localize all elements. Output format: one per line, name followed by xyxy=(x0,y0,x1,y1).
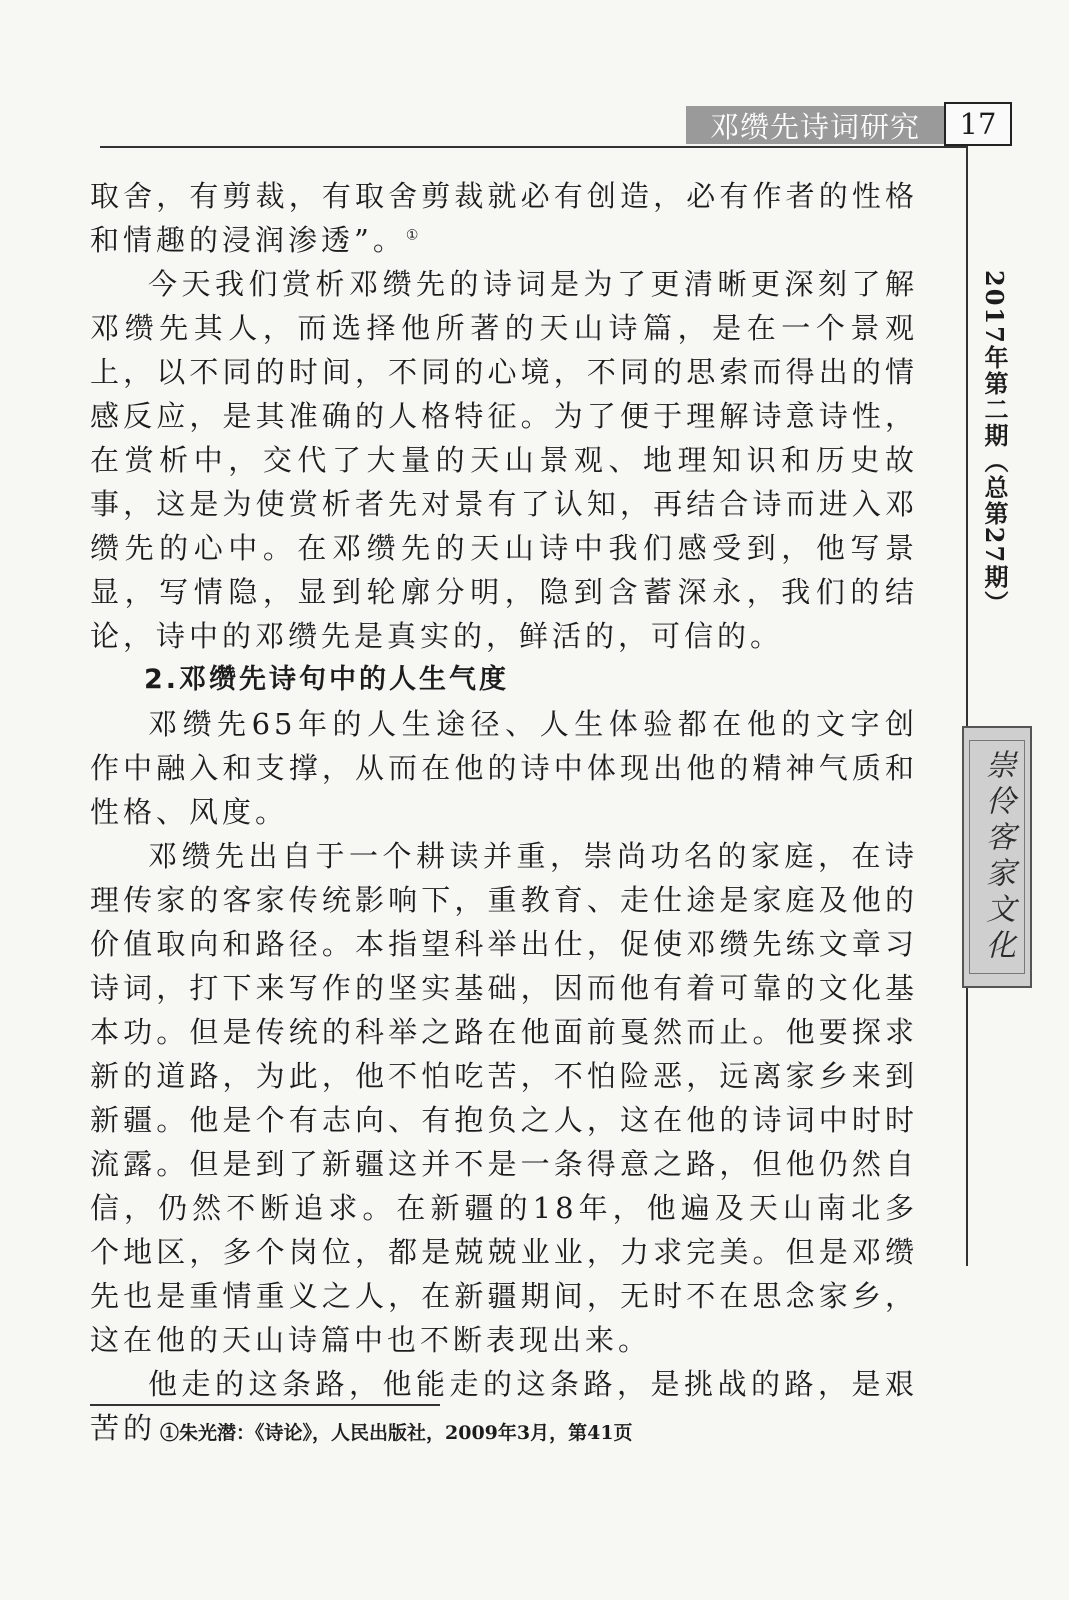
header-rule xyxy=(100,146,968,148)
header-title-tab xyxy=(686,106,944,144)
paragraph-5: 他走的这条路，他能走的这条路，是挑战的路，是艰苦的 xyxy=(90,1367,918,1445)
issue-label: 2017年第二期（总第27期） xyxy=(980,270,1009,617)
journal-logo-text: 崇伶客家文化 xyxy=(980,749,1015,965)
journal-logo-frame xyxy=(969,740,1025,974)
paragraph-1 xyxy=(90,174,918,262)
paragraph-3: 邓缵先65年的人生途径、人生体验都在他的文字创作中融入和支撑，从而在他的诗中体现出他的精神气质和性格、风度。 xyxy=(90,707,918,829)
article-body xyxy=(90,174,918,1450)
section-heading: 2.邓缵先诗句中的人生气度 xyxy=(144,664,510,695)
footnote-marker: ① xyxy=(405,227,423,244)
page-number: 17 xyxy=(959,107,997,141)
footnote: ①朱光潜：《诗论》，人民出版社，2009年3月，第41页 xyxy=(160,1422,633,1444)
journal-logo xyxy=(962,726,1032,988)
paragraph-4: 邓缵先出自于一个耕读并重，崇尚功名的家庭，在诗理传家的客家传统影响下，重教育、走仕途是家庭及他的价值取向和路径。本指望科举出仕，促使邓缵先练文章习诗词，打下来写作的坚实基础，因而他有着可靠的文化基本功。但是传统的科举之路在他面前戛然而止。他要探求新的道路，为此，他不怕吃苦，不怕险恶，远离家乡来到新疆。他是个有志向、有抱负之人，这在他的诗词中时时流露。但是到了新疆这并不是一条得意之路，但他仍然自信，仍然不断追求。在新疆的18年，他遍及天山南北多个地区，多个岗位，都是兢兢业业，力求完美。但是邓缵先也是重情重义之人，在新疆期间，无时不在思念家乡，这在他的天山诗篇中也不断表现出来。 xyxy=(90,839,918,1357)
page-number-box xyxy=(944,102,1012,146)
paragraph-1-text: 取舍，有剪裁，有取舍剪裁就必有创造，必有作者的性格和情趣的浸润渗透”。 xyxy=(90,179,918,257)
footnote-rule xyxy=(90,1404,440,1406)
header-title: 邓缵先诗词研究 xyxy=(709,109,920,144)
paragraph-2: 今天我们赏析邓缵先的诗词是为了更清晰更深刻了解邓缵先其人，而选择他所著的天山诗篇，是在一个景观上，以不同的时间，不同的心境，不同的思索而得出的情感反应，是其准确的人格特征。为了便于理解诗意诗性，在赏析中，交代了大量的天山景观、地理知识和历史故事，这是为使赏析者先对景有了认知，再结合诗而进入邓缵先的心中。在邓缵先的天山诗中我们感受到，他写景显，写情隐，显到轮廓分明，隐到含蓄深永，我们的结论，诗中的邓缵先是真实的，鲜活的，可信的。 xyxy=(90,267,918,653)
